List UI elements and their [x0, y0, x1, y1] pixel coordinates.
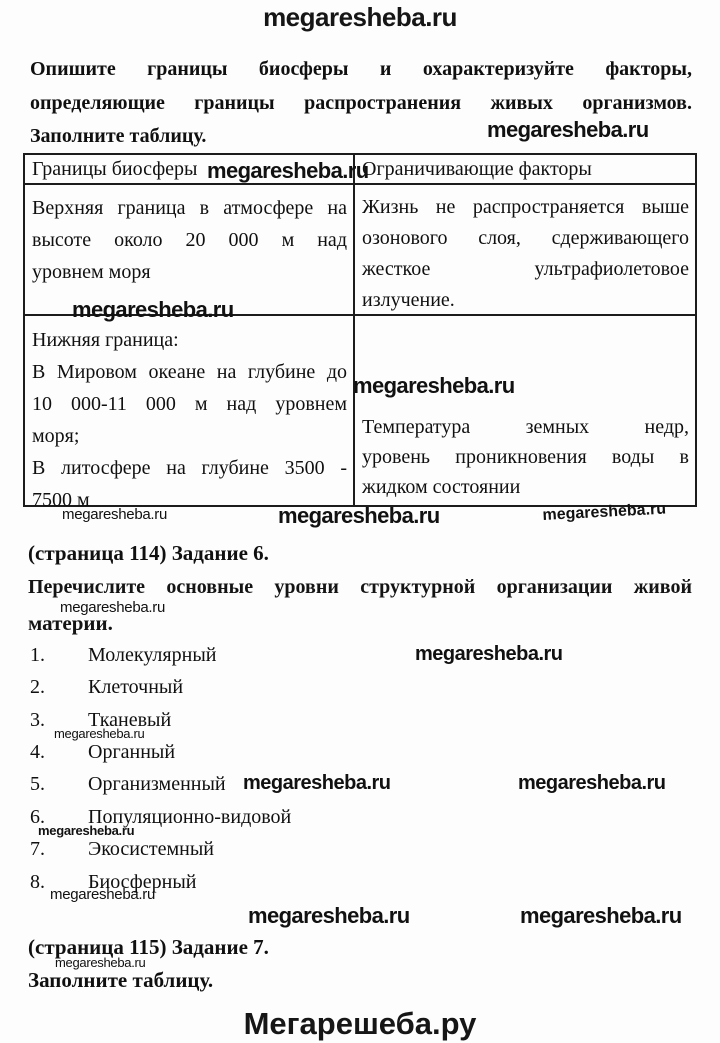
cell-line: Жизнь не распространяется выше	[362, 196, 689, 218]
task6-heading: (страница 114) Задание 6.	[28, 541, 269, 565]
watermark: megaresheba.ru	[50, 886, 156, 903]
list-item-number: 4.	[30, 741, 45, 763]
list-item-label: Популяционно-видовой	[88, 806, 292, 828]
list-item-number: 6.	[30, 806, 45, 828]
watermark: megaresheba.ru	[248, 903, 410, 928]
task5-prompt-line: Опишите границы биосферы и охарактеризуйте факторы,	[30, 58, 692, 80]
list-item-number: 7.	[30, 838, 45, 860]
watermark: megaresheba.ru	[243, 772, 391, 794]
list-item	[30, 644, 216, 667]
list-item-number: 5.	[30, 773, 45, 795]
watermark: megaresheba.ru	[207, 158, 369, 183]
biosphere-table	[23, 153, 697, 511]
cell-line: Нижняя граница:	[32, 329, 179, 351]
watermark: megaresheba.ru	[278, 503, 440, 528]
list-item-label: Организменный	[88, 773, 226, 795]
cell-line: жесткое ультрафиолетовое	[362, 258, 689, 280]
watermark: megaresheba.ru	[542, 500, 667, 524]
table-row1-right	[355, 185, 695, 316]
task7-heading: (страница 115) Задание 7.	[28, 935, 269, 959]
cell-line: моря;	[32, 425, 80, 447]
list-item-number: 3.	[30, 709, 45, 731]
task6-prompt-line: материи.	[28, 611, 113, 635]
table-header-left: Границы биосферы	[25, 155, 355, 185]
list-item-label: Органный	[88, 741, 176, 763]
watermark: megaresheba.ru	[54, 726, 145, 741]
cell-line: Верхняя граница в атмосфере на	[32, 197, 347, 219]
cell-line: излучение.	[362, 289, 455, 311]
watermark: megaresheba.ru	[60, 599, 166, 616]
cell-line: уровень проникновения воды в	[362, 446, 689, 468]
list-item	[30, 741, 175, 764]
list-item-number: 1.	[30, 644, 45, 666]
task6-prompt-line: Перечислите основные уровни структурной организации живой	[28, 576, 692, 598]
watermark: megaresheba.ru	[520, 903, 682, 928]
list-item-label: Клеточный	[88, 676, 184, 698]
task5-prompt-line: определяющие границы распространения живых организмов.	[30, 91, 692, 114]
watermark: megaresheba.ru	[62, 506, 168, 523]
table-row2-right	[355, 316, 695, 505]
cell-line: В Мировом океане на глубине до	[32, 361, 347, 383]
list-item	[30, 676, 183, 699]
task5-prompt-line: Заполните таблицу.	[30, 125, 207, 147]
list-item-number: 8.	[30, 871, 45, 893]
cell-line: жидком состоянии	[362, 476, 521, 498]
list-item-label: Биосферный	[88, 871, 197, 893]
watermark: megaresheba.ru	[487, 117, 649, 142]
list-item	[30, 838, 214, 861]
list-item-label: Тканевый	[88, 709, 172, 731]
list-item-label: Молекулярный	[88, 644, 217, 666]
list-item-label: Экосистемный	[88, 838, 214, 860]
cell-line: высоте около 20 000 м над	[32, 229, 347, 251]
list-item-number: 2.	[30, 676, 45, 698]
bottom-logo: Мегарешеба.ру	[243, 1006, 477, 1041]
table-header-right: Ограничивающие факторы	[355, 155, 695, 185]
site-title: megaresheba.ru	[263, 2, 457, 32]
watermark: megaresheba.ru	[518, 772, 666, 794]
task7-prompt: Заполните таблицу.	[28, 968, 214, 992]
cell-line: В литосфере на глубине 3500 -	[32, 457, 347, 479]
cell-line: озонового слоя, сдерживающего	[362, 227, 689, 249]
watermark: megaresheba.ru	[353, 373, 515, 398]
cell-line: 7500 м	[32, 489, 90, 511]
watermark: megaresheba.ru	[415, 643, 563, 665]
watermark: megaresheba.ru	[55, 955, 146, 970]
watermark: megaresheba.ru	[72, 297, 234, 322]
list-item	[30, 773, 226, 796]
watermark: megaresheba.ru	[38, 823, 135, 838]
cell-line: 10 000-11 000 м над уровнем	[32, 393, 347, 415]
cell-line: уровнем моря	[32, 261, 151, 283]
table-row2-left	[25, 316, 355, 511]
cell-line: Температура земных недр,	[362, 416, 689, 438]
